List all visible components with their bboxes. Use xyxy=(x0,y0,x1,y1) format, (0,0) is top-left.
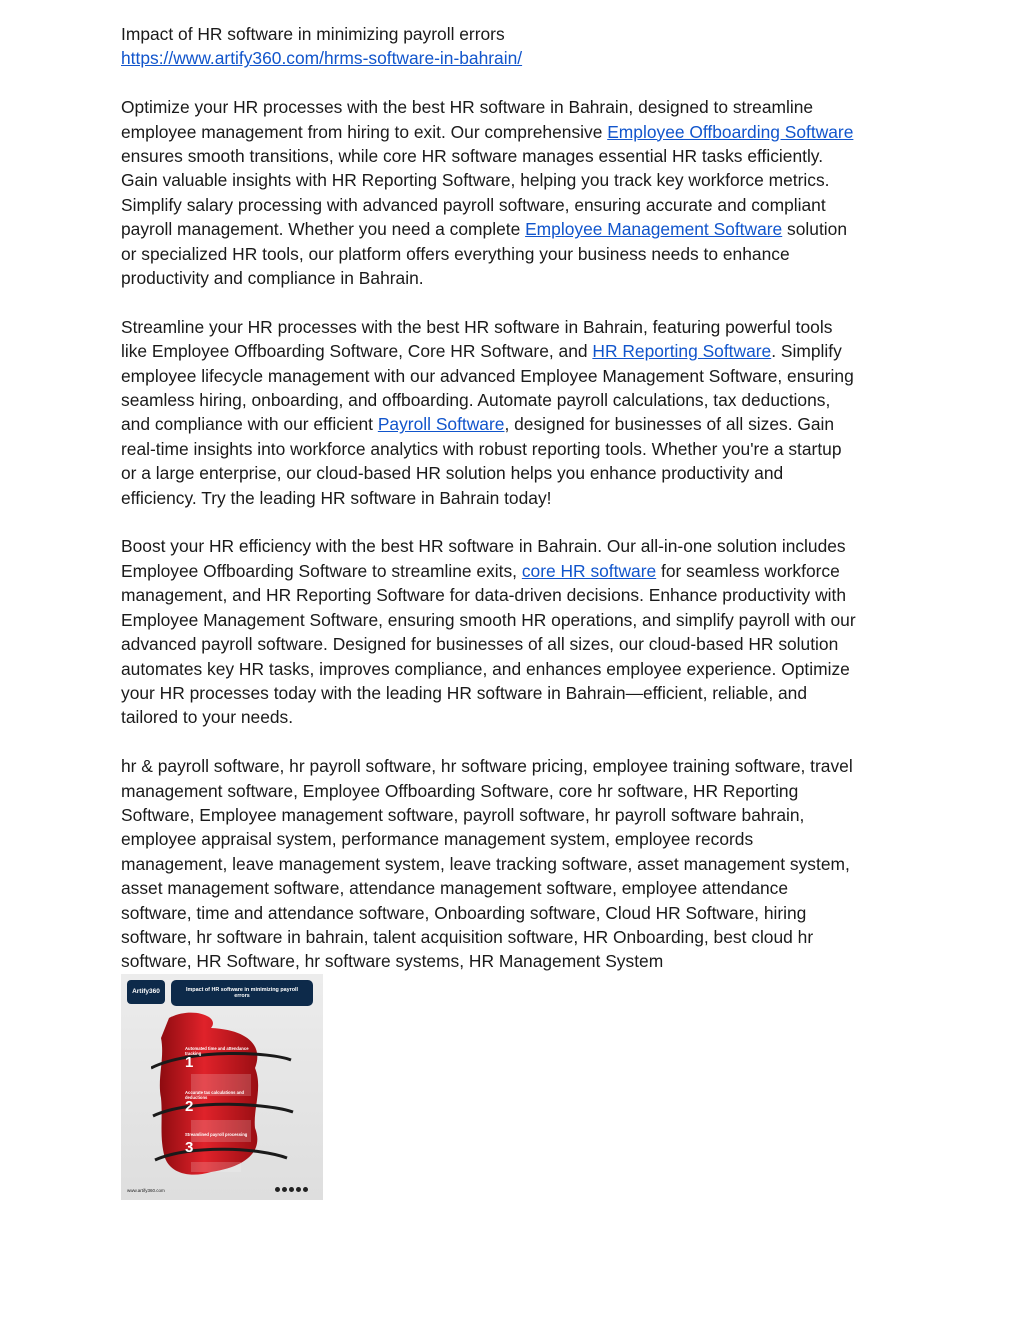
link-employee-management-software[interactable]: Employee Management Software xyxy=(525,219,783,240)
step-2-title: Accurate tax calculations and deductions xyxy=(185,1090,245,1100)
link-core-hr-software[interactable]: core HR software xyxy=(521,560,657,581)
instagram-icon xyxy=(282,1187,287,1192)
keywords-paragraph: hr & payroll software, hr payroll software, hr software pricing, employee training software, travel management software, Employee Offboarding Software, core hr software, HR Reporting Software, Employee management software, payroll software, hr payroll software bahrain, employee appraisal system, performance management system, employee records management, leave management system, leave tracking software, asset management system, asset management software, attendance management software, employee attendance software, time and attendance software, Onboarding software, Cloud HR Software, hiring software, hr software in bahrain, talent acquisition software, HR Onboarding, best cloud hr software, HR Software, hr software systems, HR Management System xyxy=(121,756,853,972)
link-payroll-software[interactable]: Payroll Software xyxy=(377,414,505,435)
facebook-icon xyxy=(275,1187,280,1192)
document-body xyxy=(121,22,911,974)
brand-logo: Artify360 xyxy=(127,980,165,1004)
twitter-icon xyxy=(289,1187,294,1192)
doc-title: Impact of HR software in minimizing payroll errors xyxy=(121,24,505,44)
step-2-number: 2 xyxy=(185,1098,194,1115)
paragraph-3: Boost your HR efficiency with the best HR software in Bahrain. Our all-in-one solution includes Employee Offboarding Software to streamline exits, core HR software for seamless workforce management, and HR Reporting Software for data-driven decisions. Enhance productivity with Employee Management Software, ensuring smooth HR operations, and simplify payroll with our advanced payroll software. Designed for businesses of all sizes, our cloud-based HR solution automates key HR tasks, improves compliance, and enhances employee experience. Optimize your HR processes today with the leading HR software in Bahrain—efficient, reliable, and tailored to your needs. xyxy=(121,536,856,728)
social-icons xyxy=(275,1187,308,1192)
infographic-title: Impact of HR software in minimizing payroll errors xyxy=(171,980,313,1006)
step-3-title: Streamlined payroll processing xyxy=(185,1132,248,1137)
step-3-number: 3 xyxy=(185,1139,194,1156)
link-hr-reporting-software[interactable]: HR Reporting Software xyxy=(592,341,772,362)
linkedin-icon xyxy=(296,1187,301,1192)
youtube-icon xyxy=(303,1187,308,1192)
infographic-image xyxy=(121,974,323,1200)
paragraph-2: Streamline your HR processes with the best HR software in Bahrain, featuring powerful tools like Employee Offboarding Software, Core HR Software, and HR Reporting Software. Simplify employee lifecycle management with our advanced Employee Management Software, ensuring seamless hiring, onboarding, and offboarding. Automate payroll calculations, tax deductions, and compliance with our efficient Payroll Software, designed for businesses of all sizes. Gain real-time insights into workforce analytics with robust reporting tools. Whether you're a startup or a large enterprise, our cloud-based HR solution helps you enhance productivity and efficiency. Try the leading HR software in Bahrain today! xyxy=(121,316,854,508)
paragraph-1: Optimize your HR processes with the best HR software in Bahrain, designed to streamline employee management from hiring to exit. Our comprehensive Employee Offboarding Software ensures smooth transitions, while core HR software manages essential HR tasks efficiently. Gain valuable insights with HR Reporting Software, helping you track key workforce metrics. Simplify salary processing with advanced payroll software, ensuring accurate and compliant payroll management. Whether you need a complete Employee Management Software solution or specialized HR tools, our platform offers everything your business needs to enhance productivity and compliance in Bahrain. xyxy=(121,97,854,289)
infographic-footer-url: www.artify360.com xyxy=(127,1188,165,1193)
step-1-title: Automated time and attendance tracking xyxy=(185,1046,249,1056)
doc-url-link[interactable]: https://www.artify360.com/hrms-software-in-bahrain/ xyxy=(121,48,523,69)
step-1-number: 1 xyxy=(185,1054,194,1071)
link-employee-offboarding-software[interactable]: Employee Offboarding Software xyxy=(607,121,854,142)
